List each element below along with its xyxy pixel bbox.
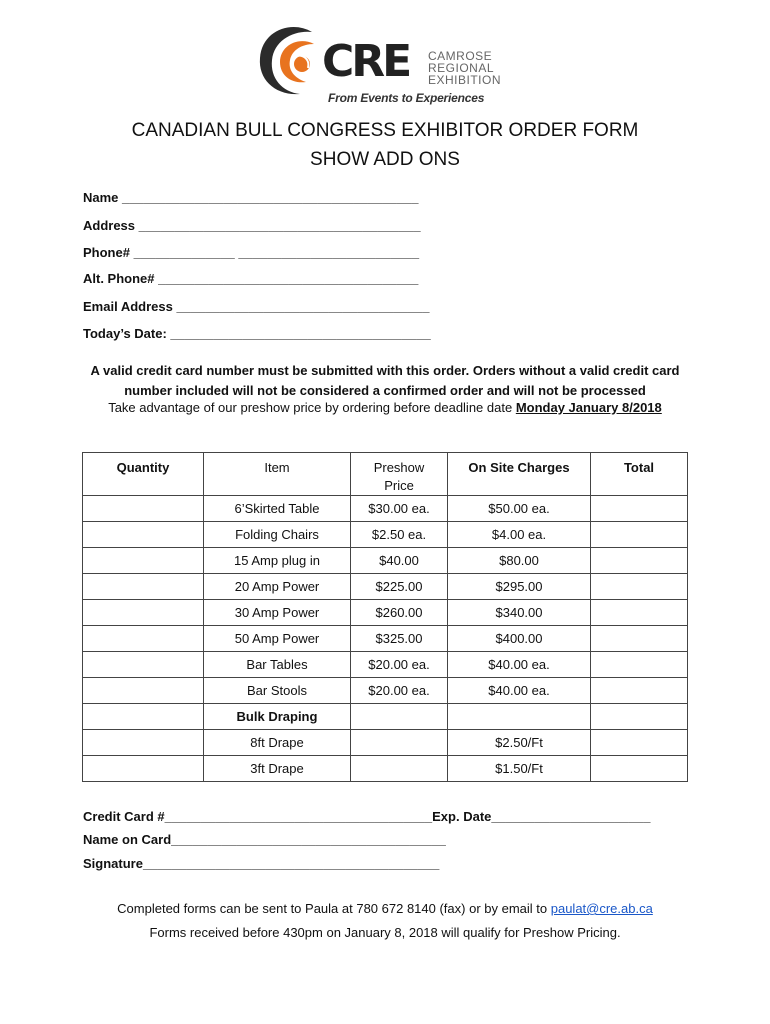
footer-contact xyxy=(0,901,770,916)
total-cell[interactable] xyxy=(591,600,688,626)
preshow-cell xyxy=(351,756,448,782)
item-cell: Bar Stools xyxy=(204,678,351,704)
item-cell: 30 Amp Power xyxy=(204,600,351,626)
notice-line: number included will not be considered a confirmed order and will not be processed xyxy=(124,383,646,398)
cre-logo xyxy=(252,20,522,108)
deadline-note xyxy=(0,400,770,415)
quantity-cell[interactable] xyxy=(83,678,204,704)
logo-tagline: From Events to Experiences xyxy=(328,91,485,105)
preshow-cell xyxy=(351,704,448,730)
header-preshow xyxy=(351,453,448,496)
total-cell[interactable] xyxy=(591,496,688,522)
onsite-cell: $400.00 xyxy=(448,626,591,652)
logo-name xyxy=(428,50,501,86)
total-cell[interactable] xyxy=(591,678,688,704)
total-cell[interactable] xyxy=(591,704,688,730)
table-row xyxy=(83,704,688,730)
form-title: CANADIAN BULL CONGRESS EXHIBITOR ORDER FORM xyxy=(131,120,639,141)
credit-card-notice xyxy=(0,361,770,401)
item-cell: 15 Amp plug in xyxy=(204,548,351,574)
signature-field[interactable]: Signature_________________________________________ xyxy=(83,856,440,871)
quantity-cell[interactable] xyxy=(83,756,204,782)
onsite-cell: $1.50/Ft xyxy=(448,756,591,782)
quantity-cell[interactable] xyxy=(83,652,204,678)
preshow-cell: $260.00 xyxy=(351,600,448,626)
header-total: Total xyxy=(591,453,688,496)
table-row xyxy=(83,626,688,652)
total-cell[interactable] xyxy=(591,522,688,548)
alt-phone-field[interactable]: Alt. Phone# ____________________________________ xyxy=(83,271,419,286)
email-field[interactable]: Email Address ___________________________________ xyxy=(83,299,430,314)
total-cell[interactable] xyxy=(591,756,688,782)
preshow-cell: $2.50 ea. xyxy=(351,522,448,548)
table-row xyxy=(83,600,688,626)
quantity-cell[interactable] xyxy=(83,522,204,548)
preshow-cell: $40.00 xyxy=(351,548,448,574)
header-quantity: Quantity xyxy=(83,453,204,496)
onsite-cell: $80.00 xyxy=(448,548,591,574)
total-cell[interactable] xyxy=(591,574,688,600)
onsite-cell: $2.50/Ft xyxy=(448,730,591,756)
preshow-cell: $225.00 xyxy=(351,574,448,600)
item-cell: 8ft Drape xyxy=(204,730,351,756)
cre-swirl-icon xyxy=(252,20,332,100)
preshow-cell: $30.00 ea. xyxy=(351,496,448,522)
item-cell: 50 Amp Power xyxy=(204,626,351,652)
deadline-date: Monday January 8/2018 xyxy=(515,400,662,415)
order-table xyxy=(82,452,688,782)
table-row xyxy=(83,522,688,548)
footer-note: Forms received before 430pm on January 8, 2018 will qualify for Preshow Pricing. xyxy=(149,925,621,940)
notice-line: A valid credit card number must be submitted with this order. Orders without a valid credit card xyxy=(90,363,680,378)
preshow-cell: $325.00 xyxy=(351,626,448,652)
item-cell: Bar Tables xyxy=(204,652,351,678)
item-cell: 6’Skirted Table xyxy=(204,496,351,522)
name-field[interactable]: Name _________________________________________ xyxy=(83,190,419,205)
header-preshow-line: Price xyxy=(384,478,414,493)
table-row xyxy=(83,496,688,522)
onsite-cell: $295.00 xyxy=(448,574,591,600)
quantity-cell[interactable] xyxy=(83,496,204,522)
quantity-cell[interactable] xyxy=(83,704,204,730)
name-on-card-field[interactable]: Name on Card______________________________________ xyxy=(83,832,446,847)
total-cell[interactable] xyxy=(591,730,688,756)
total-cell[interactable] xyxy=(591,652,688,678)
deadline-text: Take advantage of our preshow price by ordering before deadline date xyxy=(108,400,516,415)
table-row xyxy=(83,756,688,782)
onsite-cell: $40.00 ea. xyxy=(448,652,591,678)
quantity-cell[interactable] xyxy=(83,548,204,574)
logo-name-line: REGIONAL xyxy=(428,61,495,75)
address-field[interactable]: Address _______________________________________ xyxy=(83,218,421,233)
quantity-cell[interactable] xyxy=(83,626,204,652)
email-link[interactable]: paulat@cre.ab.ca xyxy=(550,901,653,916)
item-cell: 20 Amp Power xyxy=(204,574,351,600)
table-header-row xyxy=(83,453,688,496)
logo-initials: CRE xyxy=(322,36,410,87)
total-cell[interactable] xyxy=(591,548,688,574)
table-row xyxy=(83,574,688,600)
preshow-cell: $20.00 ea. xyxy=(351,678,448,704)
footer-contact-text: Completed forms can be sent to Paula at 780 672 8140 (fax) or by email to xyxy=(117,901,551,916)
date-field[interactable]: Today’s Date: ____________________________________ xyxy=(83,326,431,341)
table-row xyxy=(83,730,688,756)
onsite-cell xyxy=(448,704,591,730)
table-row xyxy=(83,548,688,574)
onsite-cell: $4.00 ea. xyxy=(448,522,591,548)
table-row xyxy=(83,678,688,704)
header-item: Item xyxy=(204,453,351,496)
onsite-cell: $50.00 ea. xyxy=(448,496,591,522)
total-cell[interactable] xyxy=(591,626,688,652)
preshow-cell xyxy=(351,730,448,756)
form-subtitle: SHOW ADD ONS xyxy=(310,149,460,170)
logo-name-line: EXHIBITION xyxy=(428,73,502,87)
table-row xyxy=(83,652,688,678)
item-cell: Folding Chairs xyxy=(204,522,351,548)
phone-field[interactable]: Phone# ______________ _________________________ xyxy=(83,245,420,260)
header-preshow-line: Preshow xyxy=(373,460,425,475)
quantity-cell[interactable] xyxy=(83,730,204,756)
item-cell: 3ft Drape xyxy=(204,756,351,782)
onsite-cell: $40.00 ea. xyxy=(448,678,591,704)
item-cell: Bulk Draping xyxy=(204,704,351,730)
quantity-cell[interactable] xyxy=(83,600,204,626)
preshow-cell: $20.00 ea. xyxy=(351,652,448,678)
logo-name-line: CAMROSE xyxy=(428,49,493,63)
header-onsite: On Site Charges xyxy=(448,453,591,496)
onsite-cell: $340.00 xyxy=(448,600,591,626)
quantity-cell[interactable] xyxy=(83,574,204,600)
credit-card-field[interactable]: Credit Card #_____________________________________Exp. Date______________________ xyxy=(83,809,651,824)
